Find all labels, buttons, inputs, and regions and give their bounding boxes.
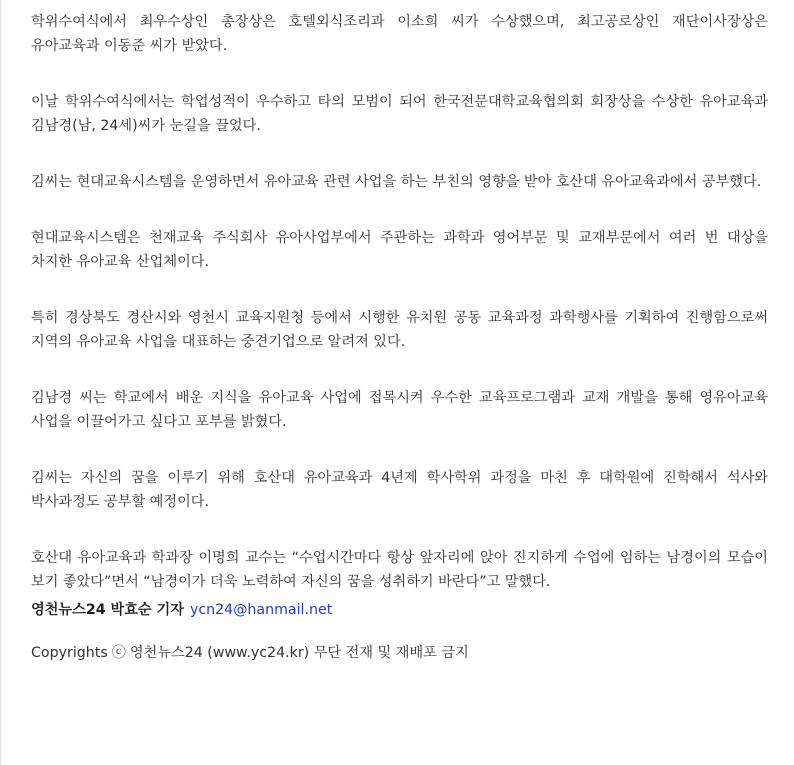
article-body	[31, 10, 768, 665]
article-paragraph-3: 김씨는 현대교육시스템을 운영하면서 유아교육 관련 사업을 하는 부친의 영향을 받아 호산대 유아교육과에서 공부했다.	[31, 174, 762, 190]
copyright-text: 영천뉴스24 (www.yc24.kr) 무단 전재 및 재배포 금지	[129, 645, 469, 661]
article-paragraph-5: 특히 경상북도 경산시와 영천시 교육지원청 등에서 시행한 유치원 공동 교육과정 과학행사를 기획하여 진행함으로써 지역의 유아교육 사업을 대표하는 중견기업으로 알려져 있다.	[31, 310, 768, 350]
byline	[31, 598, 768, 622]
article-paragraph-2: 이날 학위수여식에서는 학업성적이 우수하고 타의 모범이 되어 한국전문대학교육협의회 회장상을 수상한 유아교육과 김남경(남, 24세)씨가 눈길을 끌었다.	[31, 94, 768, 134]
article-paragraph-7: 김씨는 자신의 꿈을 이루기 위해 호산대 유아교육과 4년제 학사학위 과정을 마친 후 대학원에 진학해서 석사와 박사과정도 공부할 예정이다.	[31, 470, 768, 510]
copyright-prefix: Copyrights	[31, 645, 108, 661]
reporter-email-link[interactable]: ycn24@hanmail.net	[189, 602, 333, 618]
copyright-notice	[31, 641, 768, 665]
article-paragraph-1: 학위수여식에서 최우수상인 총장상은 호텔외식조리과 이소희 씨가 수상했으며, 최고공로상인 재단이사장상은 유아교육과 이동준 씨가 받았다.	[31, 14, 768, 54]
left-border-line	[0, 0, 1, 765]
article-paragraph-6: 김남경 씨는 학교에서 배운 지식을 유아교육 사업에 접목시켜 우수한 교육프로그램과 교재 개발을 통해 영유아교육 사업을 이끌어가고 싶다고 포부를 밝혔다.	[31, 390, 768, 430]
article-paragraph-4: 현대교육시스템은 천재교육 주식회사 유아사업부에서 주관하는 과학과 영어부문 및 교재부문에서 여러 번 대상을 차지한 유아교육 산업체이다.	[31, 230, 768, 270]
reporter-name: 영천뉴스24 박효순 기자	[31, 602, 184, 618]
copyright-symbol-icon: ⓒ	[111, 645, 126, 661]
article-paragraph-8: 호산대 유아교육과 학과장 이명희 교수는 “수업시간마다 항상 앞자리에 앉아 진지하게 수업에 임하는 남경이의 모습이 보기 좋았다”면서 “남경이가 더욱 노력하여 자신의 꿈을 성취하기 바란다”고 말했다.	[31, 550, 768, 590]
